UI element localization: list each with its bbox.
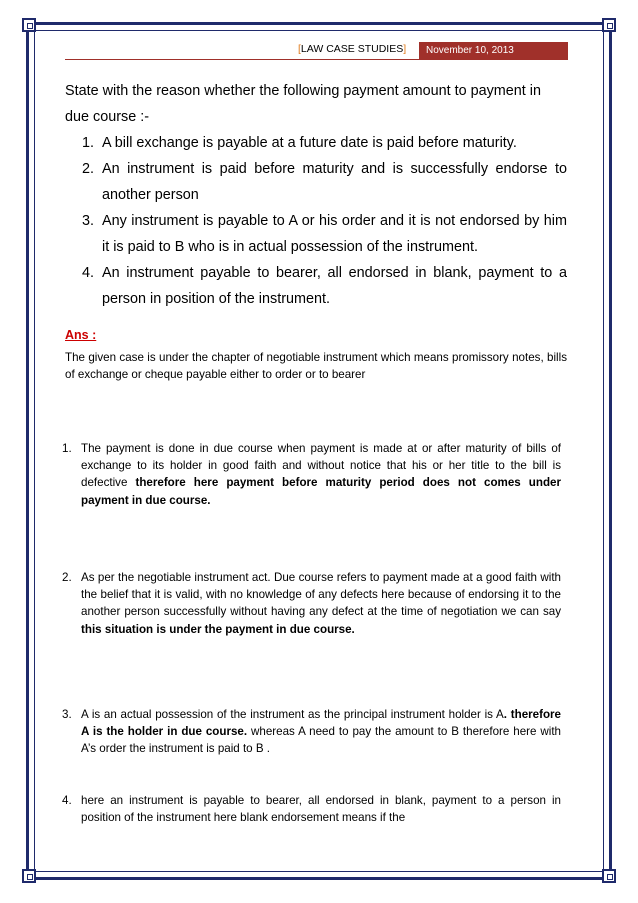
corner-ornament-bottom-left bbox=[22, 869, 36, 883]
question-item bbox=[65, 130, 567, 156]
header-rule bbox=[65, 59, 568, 60]
question-item bbox=[65, 260, 567, 312]
document-body bbox=[65, 78, 567, 383]
question-number: 2. bbox=[82, 161, 95, 177]
header-date: November 10, 2013 bbox=[419, 42, 568, 59]
bracket-open: [ bbox=[298, 43, 301, 55]
question-text: An instrument is paid before maturity and is successfully endorse to another person bbox=[102, 161, 567, 203]
question-list bbox=[65, 130, 567, 312]
answer-conclusion: this situation is under the payment in due course. bbox=[81, 622, 355, 636]
answer-conclusion: . therefore A is the holder in due course. bbox=[81, 708, 562, 739]
question-text: Any instrument is payable to A or his order and it is not endorsed by him it is paid to B who is in actual possession of the instrument. bbox=[102, 213, 567, 255]
corner-ornament-top-left bbox=[22, 18, 36, 32]
question-number: 1. bbox=[82, 135, 95, 151]
answer-number: 4. bbox=[62, 794, 72, 807]
question-number: 4. bbox=[82, 265, 95, 281]
answer-number: 3. bbox=[62, 708, 72, 721]
page-header bbox=[0, 42, 638, 60]
corner-ornament-bottom-right bbox=[602, 869, 616, 883]
answer-item bbox=[62, 792, 561, 826]
answer-label: Ans : bbox=[65, 328, 97, 342]
answer-text-continued: whereas A need to pay the amount to B therefore here with A’s order the instrument is paid to B . bbox=[81, 725, 561, 756]
answer-text: As per the negotiable instrument act. Due course refers to payment made at a good faith with the belief that it is valid, with no knowledge of any defects here because of endorsing it to the another person successfully without having any defect at the time of negotiation we can say bbox=[81, 571, 561, 619]
header-title-text: LAW CASE STUDIES bbox=[300, 43, 404, 55]
answer-number: 2. bbox=[62, 571, 72, 584]
question-item bbox=[65, 208, 567, 260]
question-text: A bill exchange is payable at a future date is paid before maturity. bbox=[102, 135, 517, 151]
answer-text: A is an actual possession of the instrument as the principal instrument holder is A bbox=[81, 708, 504, 721]
answer-item bbox=[62, 440, 561, 509]
answer-intro: The given case is under the chapter of negotiable instrument which means promissory notes, bills of exchange or cheque payable either to order or to bearer bbox=[65, 351, 567, 381]
answer-conclusion: therefore here payment before maturity period does not comes under payment in due course. bbox=[81, 476, 561, 507]
answer-item bbox=[62, 569, 561, 638]
question-text: An instrument payable to bearer, all endorsed in blank, payment to a person in position of the instrument. bbox=[102, 265, 567, 307]
answer-number: 1. bbox=[62, 442, 72, 455]
answer-item bbox=[62, 706, 562, 758]
answer-text: here an instrument is payable to bearer, all endorsed in blank, payment to a person in position of the instrument here blank endorsement means if the bbox=[81, 794, 561, 825]
bracket-close: ] bbox=[403, 43, 407, 55]
corner-ornament-top-right bbox=[602, 18, 616, 32]
answer-text: The payment is done in due course when payment is made at or after maturity of bills of exchange to its holder in good faith and without notice that his or her title to the bill is defective bbox=[81, 442, 561, 490]
header-title bbox=[298, 43, 406, 55]
question-item bbox=[65, 156, 567, 208]
question-intro: State with the reason whether the following payment amount to payment in due course :- bbox=[65, 83, 541, 125]
question-number: 3. bbox=[82, 213, 95, 229]
